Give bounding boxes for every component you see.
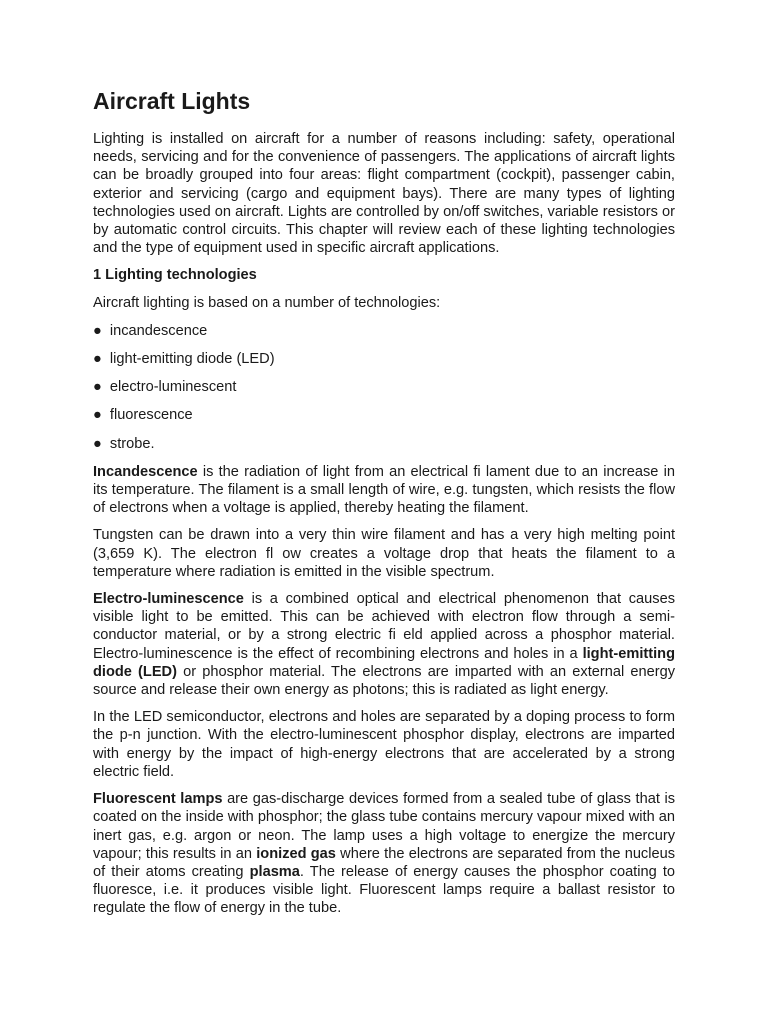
bullet-icon: ● xyxy=(93,435,102,452)
intro-paragraph: Lighting is installed on aircraft for a number of reasons including: safety, operational needs, servicing and for the convenience of passengers. The applications of aircraft lights can be broadly grouped into four areas: flight compartment (cockpit), passenger cabin, exterior and servicing (cargo and equipment bays). There are many types of lighting technologies used on aircraft. Lights are controlled by on/off switches, variable resistors or by automatic control circuits. This chapter will review each of these lighting technologies and the type of equipment used in specific aircraft applications. xyxy=(93,131,675,257)
fluorescent-paragraph: Fluorescent lamps are gas-discharge devices formed from a sealed tube of glass that is coated on the inside with phosphor; the glass tube contains mercury vapour mixed with an inert gas, e.g. argon or neon. The lamp uses a high voltage to energize the mercury vapour; this results in an ionized gas where the electrons are separated from the nucleus of their atoms creating plasma. The release of energy causes the phosphor coating to fluoresce, i.e. it produces visible light. Fluorescent lamps require a ballast resistor to regulate the flow of energy in the tube. xyxy=(93,791,676,917)
section-heading: 1 Lighting technologies xyxy=(93,267,257,284)
bullet-icon: ● xyxy=(93,379,102,396)
list-item: ● fluorescence xyxy=(93,407,193,424)
list-item: ● electro-luminescent xyxy=(93,379,237,396)
list-item: ● strobe. xyxy=(93,435,155,452)
incandescence-paragraph: Incandescence is the radiation of light from an electrical fi lament due to an increase in its temperature. The filament is a small length of wire, e.g. tungsten, which resists the flow of electrons when a voltage is applied, thereby heating the filament. xyxy=(93,463,675,517)
led-paragraph: In the LED semiconductor, electrons and holes are separated by a doping process to form the p-n junction. With the electro-luminescent phosphor display, electrons are imparted with energy by the impact of high-energy electrons that are accelerated by a strong electric field. xyxy=(93,709,675,780)
bullet-icon: ● xyxy=(93,407,102,424)
fluorescent-term: Fluorescent lamps xyxy=(93,791,223,808)
led-term: light-emitting diode (LED) xyxy=(93,645,675,680)
technology-list xyxy=(93,322,675,453)
plasma-term: plasma xyxy=(249,863,300,880)
incandescence-term: Incandescence xyxy=(93,463,198,480)
list-intro: Aircraft lighting is based on a number of technologies: xyxy=(93,294,441,311)
bullet-icon: ● xyxy=(93,351,102,368)
bullet-icon: ● xyxy=(93,322,102,339)
tungsten-paragraph: Tungsten can be drawn into a very thin wire filament and has a very high melting point (3,659 K). The electron fl ow creates a voltage drop that heats the filament to a temperature where radiation is emitted in the visible spectrum. xyxy=(93,527,675,580)
electro-luminescence-paragraph: Electro-luminescence is a combined optical and electrical phenomenon that causes visible light to be emitted. This can be achieved with electron flow through a semi-conductor material, or by a strong electric fi eld applied across a phosphor material. Electro-luminescence is the effect of recombining electrons and holes in a light-emitting diode (LED) or phosphor material. The electrons are imparted with an external energy source and release their own energy as photons; this is radiated as light energy. xyxy=(93,591,675,699)
list-item: ● light-emitting diode (LED) xyxy=(93,351,275,368)
list-item: ● incandescence xyxy=(93,322,208,339)
ionized-gas-term: ionized gas xyxy=(256,845,336,862)
electro-luminescence-term: Electro-luminescence xyxy=(93,591,244,608)
page-title: Aircraft Lights xyxy=(93,88,251,114)
